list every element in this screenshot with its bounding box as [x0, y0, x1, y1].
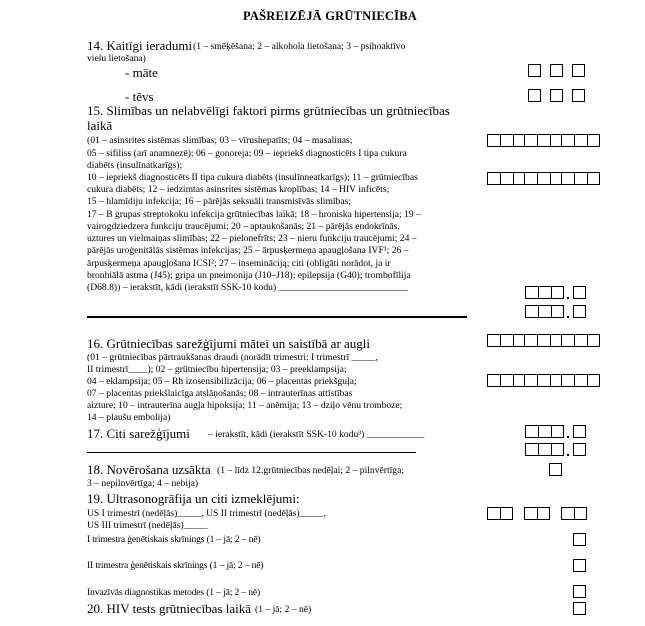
complication-code-box[interactable] [524, 374, 563, 387]
section-17-text: – ierakstīt, kādi (ierakstīt SSK-10 kodu³) ____________ [208, 429, 425, 440]
icd10-code-box[interactable] [525, 286, 564, 299]
condition-code-box[interactable] [487, 134, 526, 147]
section-18-text: (1 – līdz 12.grūtniecības nedēļai; 2 – pilnvērtīga; [217, 465, 405, 476]
father-habit-box-2[interactable] [550, 89, 563, 102]
icd10-code-box[interactable] [525, 425, 564, 438]
complication-code-box[interactable] [487, 374, 526, 387]
section-20-text: (1 – jā; 2 – nē) [255, 604, 312, 615]
father-habit-box-1[interactable] [528, 89, 541, 102]
section-15-line: ārpusķermeņa apaugļošana ICSI²; 27 – insemināciją; citi (obligāti norādot, ja ir [87, 258, 391, 269]
section-15-line: cukura diabēts; 12 – iedzimtas asinsrites sistēmas kroplības; 14 – HIV inficēts; [87, 184, 390, 195]
page-title: PAŠREIZĒJĀ GRŪTNIECĪBA [243, 9, 417, 23]
us-trimester-3-weeks-box[interactable] [561, 507, 587, 520]
section-14-options: (1 – smēķēšana; 2 – alkohola lietošana; 3 – psihoaktīvo [193, 41, 406, 52]
section-15-line: (01 – asinsrites sistēmas slimības; 03 – vīrushepatīts; 04 – masalinas; [87, 135, 353, 146]
section-20-heading: 20. HIV tests grūtniecības laikā [87, 601, 252, 616]
section-18-heading: 18. Novērošana uzsākta [87, 462, 211, 477]
mother-habit-box-1[interactable] [528, 64, 541, 77]
section-15-line: 17 – B grupas streptokoku infekcija grūtniecības laikā; 18 – hroniska hipertensija; 19 – [87, 209, 421, 220]
icd10-decimal-box[interactable] [573, 443, 586, 456]
decimal-dot [567, 316, 569, 318]
section-16-heading: 16. Grūtniecības sarežģījumi mātei un saistībā ar augli [87, 336, 371, 351]
mother-habit-box-3[interactable] [572, 64, 585, 77]
section-18-text-cont: 3 – nepilnvērtīga; 4 – nebija) [87, 478, 199, 489]
condition-code-box[interactable] [524, 134, 563, 147]
us-trimester-1-weeks-box[interactable] [487, 507, 513, 520]
invasive-diagnostics-box[interactable] [573, 585, 586, 598]
section-17-heading: 17. Citi sarežģījumi [87, 426, 190, 441]
section-16-line: 14 – plaušu embolija) [87, 412, 171, 423]
section-15-line: 15 – hlamīdiju infekcija; 16 – pārējās seksuāli transmisīvās slimības; [87, 196, 352, 207]
section-14-heading: 14. Kaitīgi ieradumi [87, 38, 193, 53]
section-15-line: 10 – iepriekš diagnosticēts II tipa cukura diabēts (insulīnneatkarīgs); 11 – grūtniecības [87, 172, 418, 183]
section-14-options-cont: vielu lietošana) [87, 53, 146, 64]
condition-code-box[interactable] [561, 134, 600, 147]
condition-code-box[interactable] [487, 172, 526, 185]
genetic-screening-1-box[interactable] [573, 533, 586, 546]
us-trimester-2-weeks-box[interactable] [524, 507, 550, 520]
decimal-dot [567, 436, 569, 438]
section-15-heading-cont: laikā [87, 118, 113, 133]
section-15-line: bronhiālā astma (J45); gripa un pneimonija (J10–J18); epilepsija (G40); trombofīlija [87, 270, 411, 281]
section-19-heading: 19. Ultrasonogrāfija un citi izmeklējumi: [87, 491, 300, 506]
icd10-decimal-box[interactable] [573, 286, 586, 299]
section-16-line: 04 – eklampsija; 05 – Rh izosensibilizācija; 06 – placentas priekšguļa; [87, 376, 357, 387]
section-15-heading: 15. Slimības un nelabvēlīgi faktori pirms grūtniecības un grūtniecības [87, 103, 450, 118]
condition-code-box[interactable] [524, 172, 563, 185]
observation-start-box[interactable] [549, 463, 562, 476]
write-in-line [87, 316, 467, 318]
section-16-line: aizture; 10 – intrauterīna augļa hipoksija; 11 – anēmija; 13 – dziļo vēnu tromboze; [87, 400, 403, 411]
label-mother: - māte [125, 65, 158, 80]
complication-code-box[interactable] [524, 334, 563, 347]
section-15-line: diabēts (insulīnatkarīgs); [87, 160, 183, 171]
icd10-decimal-box[interactable] [573, 425, 586, 438]
hiv-test-box[interactable] [573, 602, 586, 615]
complication-code-box[interactable] [561, 374, 600, 387]
father-habit-box-3[interactable] [572, 89, 585, 102]
ultrasound-weeks-line: US I trimestrī (nedēļās)_____, US II trimestrī (nedēļās)_____, [87, 508, 326, 519]
mother-habit-box-2[interactable] [550, 64, 563, 77]
section-15-line: uztures un vielmaiņas slimības; 22 – pielonefrīts; 23 – nieru funkciju traucējumi; 24 – [87, 233, 417, 244]
genetic-screening-2-label: II trimestra ģenētiskais skrīnings (1 – jā; 2 – nē) [87, 560, 264, 571]
icd10-code-box[interactable] [525, 305, 564, 318]
section-15-line: pārējās uroģenitālās sistēmas infekcijas; 25 – ārpusķermeņa apaugļošana IVF¹; 26 – [87, 245, 409, 256]
ultrasound-weeks-line-cont: US III trimestrī (nedēļās)_____ [87, 520, 208, 531]
write-in-line [87, 452, 416, 453]
section-15-line: vairogdziedzera funkciju traucējumi; 20 – aptaukošanās; 21 – pārējās endokrīnās, [87, 221, 400, 232]
icd10-decimal-box[interactable] [573, 305, 586, 318]
invasive-diagnostics-label: Invazīvās diagnostikas metodes (1 – jā; 2 – nē) [87, 587, 261, 598]
label-father: - tēvs [125, 89, 154, 104]
icd10-code-box[interactable] [525, 443, 564, 456]
complication-code-box[interactable] [487, 334, 526, 347]
section-15-line: 05 – sifiliss (arī anamnezē); 06 – gonoreja; 09 – iepriekš diagnosticēts I tipa cukura [87, 148, 407, 159]
decimal-dot [567, 454, 569, 456]
section-15-line: (D68.8)) – ierakstīt, kādi (ierakstīt SSK-10 kodu) ___________________________ [87, 282, 409, 293]
genetic-screening-2-box[interactable] [573, 559, 586, 572]
decimal-dot [567, 297, 569, 299]
section-16-line: II trimestrī____); 02 – grūtniecību hipertensija; 03 – preeklampsija; [87, 364, 347, 375]
section-16-line: 07 – placentas priekšlaicīga atslāņošanās; 08 – intrauterīnas attīstības [87, 388, 353, 399]
condition-code-box[interactable] [561, 172, 600, 185]
complication-code-box[interactable] [561, 334, 600, 347]
genetic-screening-1-label: I trimestra ģenētiskais skrīnings (1 – jā; 2 – nē) [87, 534, 261, 545]
section-16-line: (01 – grūtniecības pārtraukšanas draudi (norādīt trimestri: I trimestrī _____, [87, 352, 378, 363]
